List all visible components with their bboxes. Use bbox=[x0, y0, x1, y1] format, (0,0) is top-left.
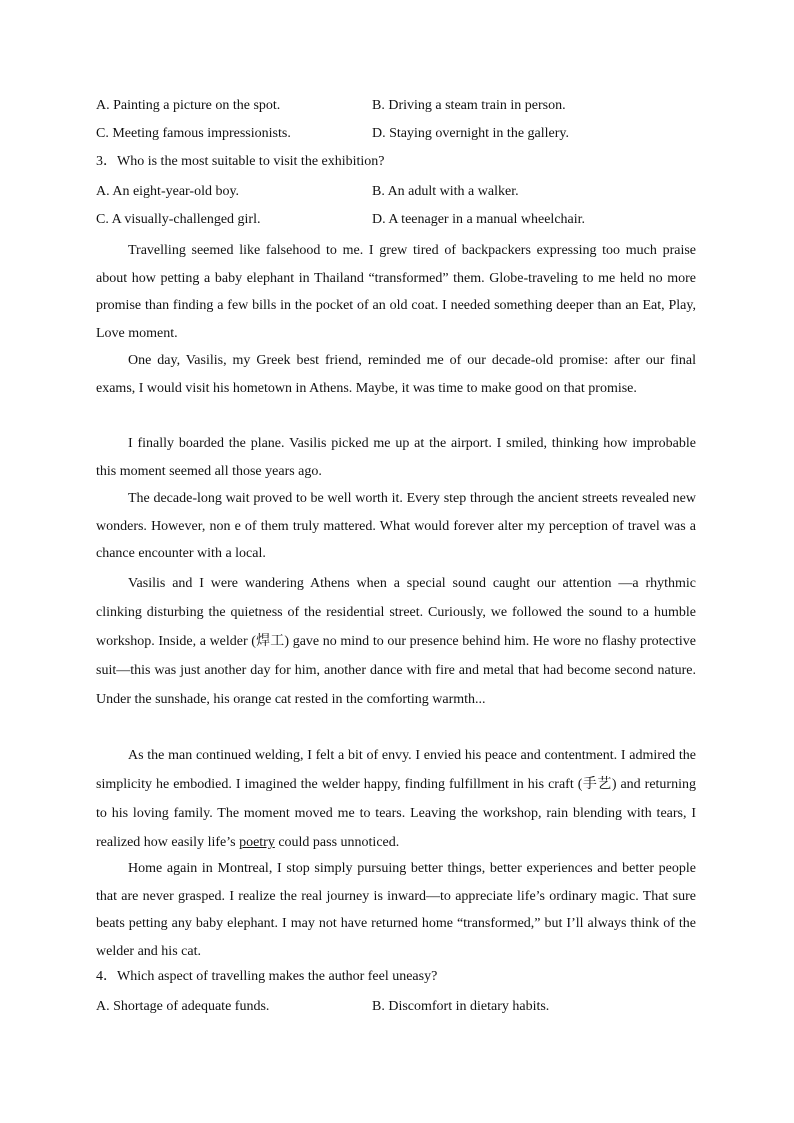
q3-option-b[interactable]: B. An adult with a walker. bbox=[372, 184, 519, 199]
passage-paragraph-7-text: Home again in Montreal, I stop simply pursuing better things, better experiences and better people that are never grasped. I realize the real journey is inward—to appreciate life’s ordinary magic. That sure beats petting any baby elephant. I may not have returned home “transformed,” but I’ll always think of the welder and his cat. bbox=[96, 861, 696, 959]
q3-option-a[interactable]: A. An eight-year-old boy. bbox=[96, 184, 240, 199]
passage-paragraph-5 bbox=[96, 569, 696, 714]
q2-option-d[interactable]: D. Staying overnight in the gallery. bbox=[372, 126, 569, 141]
passage-paragraph-5-text: Vasilis and I were wandering Athens when a special sound caught our attention —a rhythmic clinking disturbing the quietness of the residential street. Curiously, we followed the sound to a humble workshop. Inside, a welder (焊工) gave no mind to our presence behind him. He wore no flashy protective suit—this was just another day for him, another dance with fire and metal that had become second nature. Under the sunshade, his orange cat rested in the comforting warmth... bbox=[96, 576, 696, 707]
passage-paragraph-2-text: One day, Vasilis, my Greek best friend, reminded me of our decade-old promise: after our final exams, I would visit his hometown in Athens. Maybe, it was time to make good on that promise. bbox=[96, 353, 696, 396]
underlined-word-poetry: poetry bbox=[239, 835, 275, 850]
q4-option-a[interactable]: A. Shortage of adequate funds. bbox=[96, 999, 270, 1014]
passage-paragraph-3 bbox=[96, 430, 696, 485]
q2-option-b[interactable]: B. Driving a steam train in person. bbox=[372, 98, 566, 113]
q3-option-row-1 bbox=[96, 182, 706, 202]
passage-paragraph-1 bbox=[96, 237, 696, 347]
p6-text-before: As the man continued welding, I felt a bit of envy. I envied his peace and contentment. I admired the simplicity he embodied. I imagined the welder happy, finding fulfillment in his craft (手艺) and returning to his loving family. The moment moved me to tears. Leaving the workshop, rain blending with tears, I realized how easily life’s bbox=[96, 748, 696, 850]
q3-option-row-2 bbox=[96, 210, 706, 230]
passage-paragraph-1-text: Travelling seemed like falsehood to me. I grew tired of backpackers expressing too much praise about how petting a baby elephant in Thailand “transformed” them. Globe-traveling to me held no more promise than finding a few bills in the pocket of an old coat. I needed something deeper than an Eat, Play, Love moment. bbox=[96, 243, 696, 341]
passage-paragraph-7 bbox=[96, 855, 696, 965]
passage-paragraph-4-text: The decade-long wait proved to be well worth it. Every step through the ancient streets revealed new wonders. However, non e of them truly mattered. What would forever alter my perception of travel was a chance encounter with a local. bbox=[96, 491, 696, 562]
passage-paragraph-6-text bbox=[96, 741, 696, 857]
q2-option-c[interactable]: C. Meeting famous impressionists. bbox=[96, 126, 291, 141]
passage-paragraph-2 bbox=[96, 347, 696, 402]
passage-paragraph-6 bbox=[96, 741, 696, 857]
passage-paragraph-3-text: I finally boarded the plane. Vasilis picked me up at the airport. I smiled, thinking how improbable this moment seemed all those years ago. bbox=[96, 436, 696, 479]
q2-option-row-2 bbox=[96, 124, 706, 144]
q3-option-d[interactable]: D. A teenager in a manual wheelchair. bbox=[372, 212, 586, 227]
q4-option-row-1 bbox=[96, 997, 706, 1017]
q4-option-b[interactable]: B. Discomfort in dietary habits. bbox=[372, 999, 550, 1014]
p6-text-after: could pass unnoticed. bbox=[274, 835, 400, 850]
q2-option-a[interactable]: A. Painting a picture on the spot. bbox=[96, 98, 281, 113]
q2-option-row-1 bbox=[96, 96, 706, 116]
passage-paragraph-4 bbox=[96, 485, 696, 568]
q3-option-c[interactable]: C. A visually-challenged girl. bbox=[96, 212, 261, 227]
question-4-stem: 4．Which aspect of travelling makes the author feel uneasy? bbox=[96, 969, 438, 984]
question-3-stem: 3．Who is the most suitable to visit the exhibition? bbox=[96, 154, 385, 169]
